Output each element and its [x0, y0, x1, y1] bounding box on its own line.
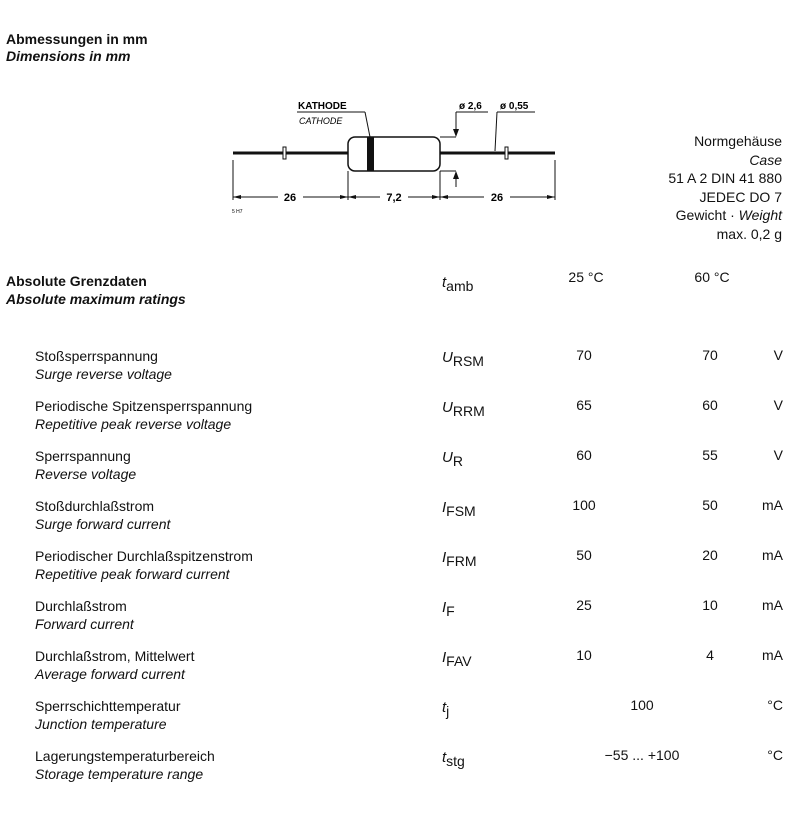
parameter-name-de: Durchlaßstrom, Mittelwert	[35, 648, 195, 664]
value-60c: 55	[702, 447, 718, 463]
rating-row	[35, 647, 194, 683]
ratings-title-en: Absolute maximum ratings	[6, 291, 186, 307]
parameter-symbol: $U_R$	[442, 449, 463, 469]
rating-row	[35, 747, 215, 783]
value-60c: 4	[706, 647, 714, 663]
parameter-symbol: $t_j$	[442, 699, 450, 719]
rating-row	[35, 347, 172, 383]
value-60c: 50	[702, 497, 718, 513]
right-lead-length: 26	[490, 192, 504, 204]
parameter-name-en: Average forward current	[35, 666, 185, 682]
left-lead-length: 26	[283, 192, 297, 204]
cathode-label-de: KATHODE	[298, 101, 347, 112]
ratings-title-de: Absolute Grenzdaten	[6, 273, 147, 289]
unit: mA	[762, 547, 783, 563]
unit: °C	[767, 747, 783, 763]
parameter-symbol: $I_{FSM}$	[442, 499, 476, 519]
unit: mA	[762, 597, 783, 613]
value-25c: 100	[572, 497, 596, 513]
value-60c: 60	[702, 397, 718, 413]
parameter-name-de: Periodische Spitzensperrspannung	[35, 398, 253, 414]
parameter-symbol: $I_F$	[442, 599, 455, 619]
rating-row	[35, 397, 252, 433]
parameter-name-de: Stoßsperrspannung	[35, 348, 158, 364]
dimensions-heading-de: Abmessungen in mm	[6, 31, 148, 47]
parameter-name-en: Forward current	[35, 616, 134, 632]
weight-label-en: Weight	[738, 207, 782, 223]
parameter-name-en: Repetitive peak reverse voltage	[35, 416, 232, 432]
rating-row	[35, 597, 134, 633]
parameter-symbol: $U_{RRM}$	[442, 399, 485, 419]
case-info	[668, 132, 782, 243]
parameter-symbol: $U_{RSM}$	[442, 349, 484, 369]
parameter-name-de: Sperrschichttemperatur	[35, 698, 181, 714]
unit: °C	[767, 697, 783, 713]
value-25c: 70	[576, 347, 592, 363]
parameter-name-de: Lagerungstemperaturbereich	[35, 748, 215, 764]
unit: V	[773, 347, 783, 363]
unit: V	[773, 397, 783, 413]
parameter-name-en: Surge forward current	[35, 516, 171, 532]
value-25c: 10	[576, 647, 592, 663]
temp-column-1: 25 °C	[568, 269, 604, 285]
unit: mA	[762, 497, 783, 513]
parameter-symbol: $I_{FAV}$	[442, 649, 472, 669]
value-25c: 60	[576, 447, 592, 463]
parameter-name-en: Junction temperature	[35, 716, 167, 732]
parameter-name-en: Surge reverse voltage	[35, 366, 172, 382]
parameter-name-de: Stoßdurchlaßstrom	[35, 498, 155, 514]
parameter-name-en: Repetitive peak forward current	[35, 566, 230, 582]
value-25c: 65	[576, 397, 592, 413]
parameter-name-de: Durchlaßstrom	[35, 598, 127, 614]
unit: V	[773, 447, 783, 463]
case-line-3: 51 A 2 DIN 41 880	[668, 170, 782, 186]
value-25c: 50	[576, 547, 592, 563]
parameter-symbol: $t_{stg}$	[442, 749, 465, 769]
value-60c: 10	[702, 597, 718, 613]
case-line-4: JEDEC DO 7	[699, 188, 782, 205]
temp-column-2: 60 °C	[694, 269, 730, 285]
rating-row	[35, 697, 181, 733]
parameter-name-en: Storage temperature range	[35, 766, 204, 782]
cathode-label-en: CATHODE	[299, 116, 343, 126]
dimensions-heading-en: Dimensions in mm	[6, 48, 131, 64]
drawing-code: 5 H7	[232, 209, 243, 215]
body-length: 7,2	[386, 192, 402, 204]
case-line-2: Case	[749, 151, 782, 168]
lead-diameter-label: ø 0,55	[500, 101, 529, 112]
weight-label-de: Gewicht ·	[675, 207, 735, 223]
parameter-name-en: Reverse voltage	[35, 466, 137, 482]
value-both-temps: 100	[630, 697, 654, 713]
unit: mA	[762, 647, 783, 663]
rating-row	[35, 547, 253, 583]
ambient-temp-symbol: $t_{amb}$	[442, 274, 474, 294]
body-diameter-label: ø 2,6	[459, 101, 482, 112]
cathode-band	[367, 137, 374, 171]
parameter-name-de: Periodischer Durchlaßspitzenstrom	[35, 548, 253, 564]
rating-row	[35, 447, 136, 483]
case-line-1: Normgehäuse	[694, 133, 782, 149]
value-25c: 25	[576, 597, 592, 613]
value-both-temps: −55 ... +100	[604, 747, 680, 763]
weight-value: max. 0,2 g	[716, 225, 782, 242]
value-60c: 20	[702, 547, 718, 563]
value-60c: 70	[702, 347, 718, 363]
rating-row	[35, 497, 170, 533]
diode-body	[348, 137, 440, 171]
parameter-name-de: Sperrspannung	[35, 448, 131, 464]
parameter-symbol: $I_{FRM}$	[442, 549, 477, 569]
